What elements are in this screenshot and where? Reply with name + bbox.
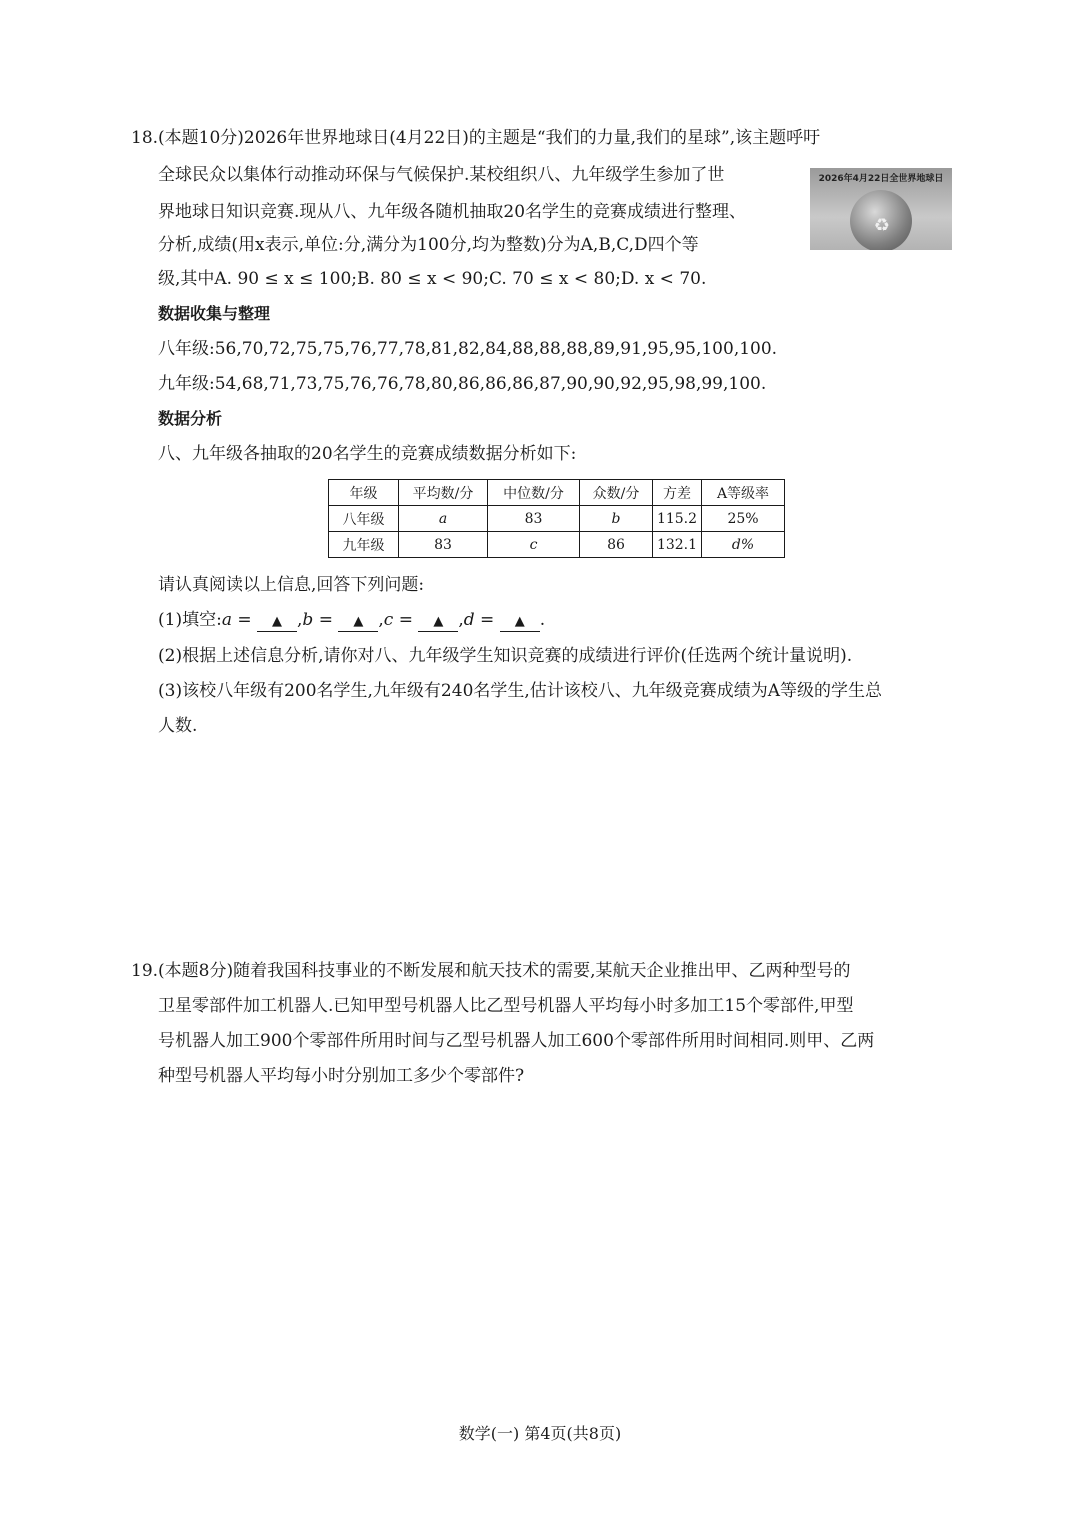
table-row xyxy=(329,532,785,558)
table-cell: 83 xyxy=(488,506,580,532)
table-cell: 132.1 xyxy=(653,532,702,558)
blank-a: ▲ xyxy=(257,613,297,632)
table-cell: d% xyxy=(702,532,785,558)
q18-line-4: 分析,成绩(用x表示,单位:分,满分为100分,均为整数)分为A,B,C,D四个等 xyxy=(158,235,699,255)
blank-b: ▲ xyxy=(338,613,378,632)
table-cell: c xyxy=(488,532,580,558)
section-data-collection: 数据收集与整理 xyxy=(158,304,271,323)
table-cell: 25% xyxy=(702,506,785,532)
table-header: 方差 xyxy=(653,480,702,506)
table-header: 众数/分 xyxy=(580,480,653,506)
table-header-row xyxy=(329,480,785,506)
table-cell: 115.2 xyxy=(653,506,702,532)
table-header: 中位数/分 xyxy=(488,480,580,506)
part-1-fill-blank: (1)填空:a = ▲ ,b = ▲ ,c = ▲ ,d = ▲ . xyxy=(158,610,546,630)
table-cell: b xyxy=(580,506,653,532)
var-a: a = xyxy=(221,610,252,630)
table-cell: 86 xyxy=(580,532,653,558)
q18-line-5: 级,其中A. 90 ≤ x ≤ 100;B. 80 ≤ x < 90;C. 70 ≤ x < 80;D. x < 70. xyxy=(158,269,707,289)
var-b: b = xyxy=(302,610,333,630)
table-header: A等级率 xyxy=(702,480,785,506)
grade9-data: 九年级:54,68,71,73,75,76,76,78,80,86,86,86,87,90,90,92,95,98,99,100. xyxy=(158,374,767,394)
part-3-line-1: (3)该校八年级有200名学生,九年级有240名学生,估计该校八、九年级竞赛成绩为A等级的学生总 xyxy=(158,681,883,701)
q19-line-1: 19.(本题8分)随着我国科技事业的不断发展和航天技术的需要,某航天企业推出甲、乙两种型号的 xyxy=(131,961,851,981)
q18-line-3: 界地球日知识竞赛.现从八、九年级各随机抽取20名学生的竞赛成绩进行整理、 xyxy=(158,202,747,222)
q18-line-1: 18.(本题10分)2026年世界地球日(4月22日)的主题是“我们的力量,我们的星球”,该主题呼吁 xyxy=(131,128,821,148)
part-1-prefix: (1)填空: xyxy=(158,610,222,630)
q19-line-3: 号机器人加工900个零部件所用时间与乙型号机器人加工600个零部件所用时间相同.则甲、乙两 xyxy=(158,1031,875,1051)
table-cell: a xyxy=(399,506,488,532)
earth-day-image xyxy=(810,168,952,250)
q18-line-2: 全球民众以集体行动推动环保与气候保护.某校组织八、九年级学生参加了世 xyxy=(158,165,725,185)
blank-c: ▲ xyxy=(418,613,458,632)
page-footer: 数学(一) 第4页(共8页) xyxy=(458,1424,622,1443)
stats-table xyxy=(328,479,785,558)
var-d: d = xyxy=(463,610,495,630)
part-3-line-2: 人数. xyxy=(158,716,198,736)
table-row xyxy=(329,506,785,532)
table-cell: 83 xyxy=(399,532,488,558)
table-header: 平均数/分 xyxy=(399,480,488,506)
section-data-analysis: 数据分析 xyxy=(158,409,223,428)
recycle-icon: ♻ xyxy=(873,215,891,236)
var-c: c = xyxy=(383,610,413,630)
q19-line-4: 种型号机器人平均每小时分别加工多少个零部件? xyxy=(158,1066,525,1086)
part-2: (2)根据上述信息分析,请你对八、九年级学生知识竞赛的成绩进行评价(任选两个统计量说明). xyxy=(158,646,853,666)
analysis-intro: 八、九年级各抽取的20名学生的竞赛成绩数据分析如下: xyxy=(158,444,577,464)
table-header: 年级 xyxy=(329,480,399,506)
table-cell: 八年级 xyxy=(329,506,399,532)
blank-d: ▲ xyxy=(500,613,540,632)
table-cell: 九年级 xyxy=(329,532,399,558)
instruction: 请认真阅读以上信息,回答下列问题: xyxy=(158,575,425,595)
earth-day-caption: 2026年4月22日全世界地球日 xyxy=(818,174,944,184)
q19-line-2: 卫星零部件加工机器人.已知甲型号机器人比乙型号机器人平均每小时多加工15个零部件,甲型 xyxy=(158,996,854,1016)
grade8-data: 八年级:56,70,72,75,75,76,77,78,81,82,84,88,88,88,89,91,95,95,100,100. xyxy=(158,339,778,359)
